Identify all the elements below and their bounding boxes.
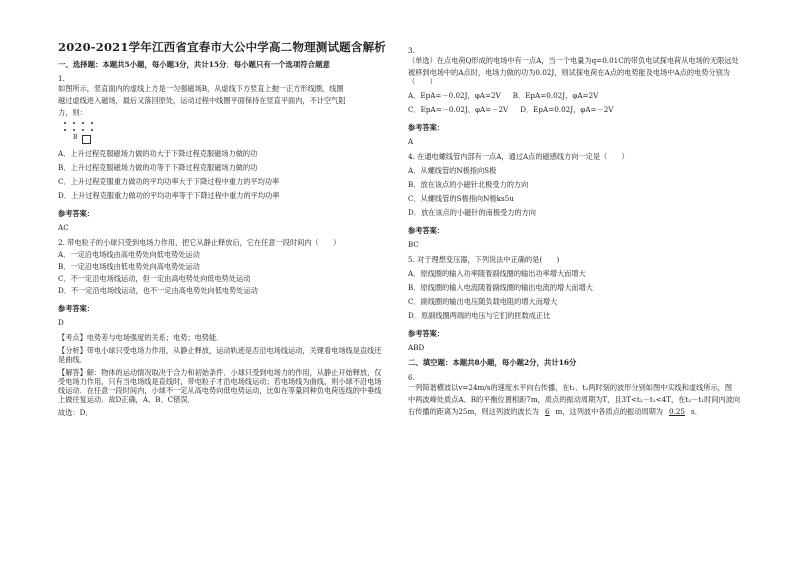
question-4-option: B．放在该点的小磁针北极受力的方向	[408, 180, 529, 189]
question-1-option: A．上升过程克服磁场力做的功大于下降过程克服磁场力做的功	[58, 148, 258, 158]
question-3-option: A．EpA=－0.02J，φA=2V	[408, 91, 501, 100]
question-1-answer: AC	[58, 222, 69, 232]
question-3-option: B．EpA=0.02J，φA=2V	[512, 91, 599, 100]
question-5-option: A．原线圈的输入功率随着副线圈的输出功率增大而增大	[408, 269, 586, 278]
question-4-option: C．从螺线管的S极指向N极ks5u	[408, 194, 514, 203]
question-2-option: A．一定沿电场线由高电势处向低电势处运动	[58, 249, 200, 259]
question-4-option: D．放在该点的小磁针的南极受力的方向	[408, 208, 536, 217]
field-label-b: B	[73, 133, 78, 141]
question-3-number: 3.	[408, 46, 415, 55]
answer-label: 参考答案：	[58, 303, 94, 313]
question-4-option: A．从螺线管的N极指向S极	[408, 166, 497, 175]
right-column	[408, 40, 748, 419]
section-heading-choice: 一、选择题：本题共5小题，每小题3分，共计15分．每小题只有一个选项符合题意	[58, 60, 330, 70]
question-2-option: C．不一定沿电场线运动，但一定由高电势处向低电势处运动	[58, 273, 251, 283]
question-5-stem: 5. 对于理想变压器，下列说法中正确的是( )	[408, 255, 560, 264]
period-blank: 0.25	[669, 407, 686, 417]
question-6-line	[408, 407, 748, 416]
left-column	[58, 40, 386, 421]
section-heading-fill: 二、填空题：本题共8小题，每小题2分，共计16分	[408, 358, 577, 367]
question-2-stem: 2. 带电粒子的小球只受到电场力作用，把它从静止释放后，它在任意一段时间内（ ）	[58, 237, 341, 247]
answer-label: 参考答案：	[408, 226, 444, 235]
question-5-option: D．原副线圈两端的电压与它们的匝数成正比	[408, 311, 551, 320]
question-1-option: D．上升过程克服重力做功的平均功率等于下降过程中重力的平均功率	[58, 190, 280, 200]
analysis-topic: 【考点】电势差与电场强度的关系；电势；电势能．	[58, 332, 224, 342]
answer-label: 参考答案：	[408, 329, 444, 338]
question-2-option: B．一定沿电场线由低电势处向高电势处运动	[58, 261, 200, 271]
question-1-option: C．上升过程克服重力做功的平均功率大于下降过程中重力的平均功率	[58, 176, 280, 186]
question-3-options-row	[408, 105, 748, 114]
question-1-stem-line: 如图所示，竖直面内的虚线上方是一匀强磁场B，从虚线下方竖直上抛一正方形线圈，线圈	[58, 83, 344, 93]
question-3-stem-line: 被移到电场中的A点时，电场力做的功为0.02J，则试探电荷在A点的电势能及电场中A点的电势分别为（ ）	[408, 68, 730, 86]
question-5-answer: ABD	[408, 343, 425, 352]
answer-label: 参考答案：	[408, 123, 444, 132]
analysis-solution: 【解答】解：物体的运动情况取决于合力和初始条件．小球只受到电场力的作用，从静止开始释放，仅受电场力作用，只有当电场线是直线时，带电粒子才沿电场线运动；若电场线为曲线，则小球不沿电场线运动．在任意一段时间内，小球不一定从高电势向低电势运动，比如在等量同种负电荷连线的中垂线上做往复运动．故D正确，A、B、C错误．	[58, 367, 382, 404]
coil-square	[82, 135, 91, 144]
question-6-line: 一列简谐横波以v=24m/s的速度水平向右传播，在t₁、t₂两时刻的波形分别如图中实线和虚线所示，图	[408, 383, 733, 393]
question-1-option: B．上升过程克服磁场力做的功等于下降过程克服磁场力做的功	[58, 162, 258, 172]
question-2-answer: D	[58, 317, 64, 327]
question-3-options-row	[408, 91, 748, 100]
question-1-stem-line: 越过虚线进入磁场，最后又落回原处，运动过程中线圈平面保持在竖直平面内，不计空气阻	[58, 95, 346, 105]
question-6-number: 6.	[408, 373, 415, 383]
analysis-analysis: 【分析】带电小球只受电场力作用，从静止释放，运动轨迹是否沿电场线运动，关键看电场线是直线还是曲线．	[58, 345, 382, 364]
question-6-text: 右传播的距离为25m，则这列波的波长为	[408, 407, 539, 417]
question-6-line: 中两波峰处质点A、B的平衡位置相距7m，质点的振动周期为T，且3T<t₂－t₁<4T，在t₂－t₁时间内波向	[408, 395, 741, 405]
magnetic-field-figure	[64, 120, 144, 144]
question-4-stem: 4. 在通电螺线管内部有一点A，通过A点的磁感线方向一定是（ ）	[408, 152, 629, 161]
question-6-text: m，这列波中各质点的振动周期为	[555, 407, 663, 417]
question-3-answer: A	[408, 137, 414, 146]
question-6-text: s．	[691, 407, 702, 417]
document-title: 2020-2021学年江西省宜春市大公中学高二物理测试题含解析	[58, 40, 386, 54]
question-3-option: C．EpA=－0.02J，φA=－2V	[408, 105, 509, 114]
question-5-option: B．原线圈的输入电流随着副线圈的输出电流的增大而增大	[408, 283, 593, 292]
answer-label: 参考答案：	[58, 208, 94, 218]
analysis-conclusion: 故选：D．	[58, 407, 93, 417]
question-1-number: 1.	[58, 73, 65, 83]
question-2-option: D．不一定沿电场线运动，也不一定由高电势处向低电势处运动	[58, 285, 258, 295]
question-3-stem-line: （单选）在点电荷Q形成的电场中有一点A，当一个电量为q=0.01C的带负电试探电荷从电场的无限远处	[408, 56, 739, 65]
wavelength-blank: 6	[544, 407, 550, 417]
question-1-stem-line: 力，则：	[58, 107, 87, 117]
question-5-option: C．副线圈的输出电压随负载电阻的增大而增大	[408, 297, 558, 306]
question-3-option: D．EpA=0.02J，φA=－2V	[520, 105, 614, 114]
question-4-answer: BC	[408, 240, 419, 249]
